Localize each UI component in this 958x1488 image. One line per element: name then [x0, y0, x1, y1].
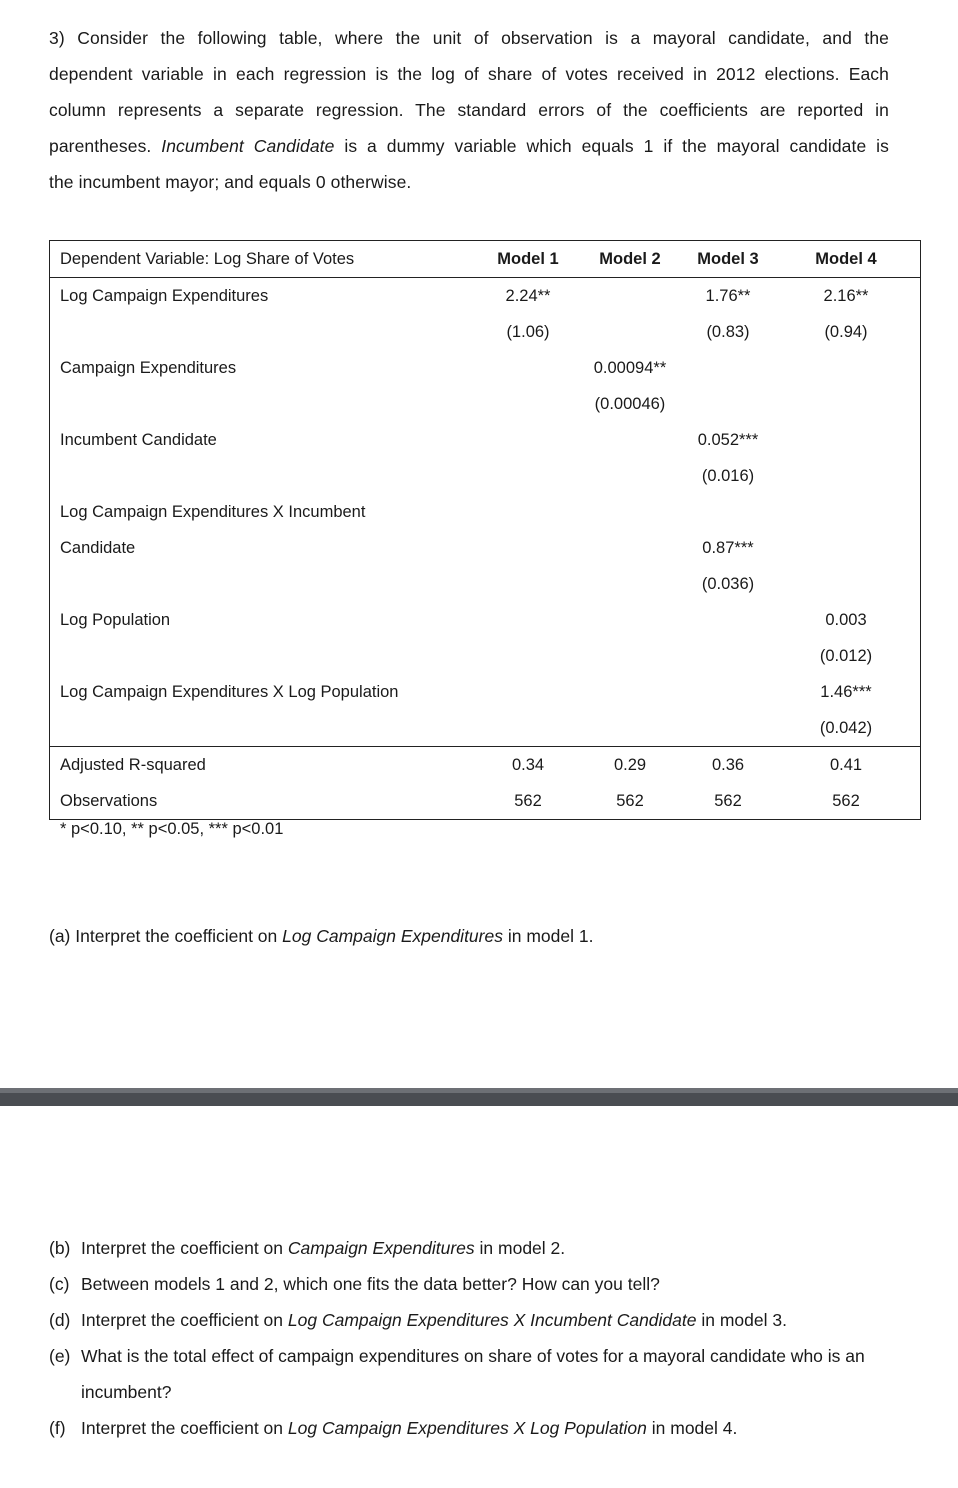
question-a [49, 926, 593, 947]
table-cell [772, 458, 921, 494]
intro-line [49, 128, 889, 164]
table-cell [772, 422, 921, 458]
row-label [50, 458, 481, 494]
question-italic-term: Log Campaign Expenditures X Log Population [287, 1418, 647, 1438]
question-text-part: What is the total effect of campaign expenditures on share of votes for a mayoral candidate who is an incumbent? [81, 1346, 865, 1402]
table-cell: (0.036) [701, 574, 755, 593]
page-divider [0, 1088, 958, 1106]
table-cell: 2.16** [823, 286, 869, 305]
table-cell: 0.052*** [697, 430, 759, 449]
table-cell: (0.042) [819, 718, 873, 737]
statistics-rows [50, 747, 921, 820]
question-label: (e) [49, 1346, 71, 1366]
table-cell: 562 [514, 791, 542, 810]
table-row [50, 674, 921, 710]
table-cell: 562 [616, 791, 644, 810]
question-text-part: in model 3. [696, 1310, 787, 1330]
regression-table [49, 240, 921, 820]
table-cell [480, 350, 576, 386]
table-cell [480, 638, 576, 674]
significance-note: * p<0.10, ** p<0.05, *** p<0.01 [60, 820, 284, 838]
table-row [50, 458, 921, 494]
table-cell [576, 530, 684, 566]
table-cell: (0.83) [706, 322, 750, 341]
question-label: (f) [49, 1418, 66, 1438]
table-cell: (0.00046) [594, 394, 666, 413]
table-cell: 562 [714, 791, 742, 810]
table-cell [684, 638, 772, 674]
question-text: in model 1. [502, 926, 594, 946]
table-cell [772, 566, 921, 602]
row-label: Candidate [60, 538, 136, 557]
question-item [49, 1266, 939, 1302]
coefficient-rows [50, 278, 921, 747]
question-item [49, 1410, 939, 1446]
table-cell [480, 458, 576, 494]
table-row [50, 602, 921, 638]
table-cell [772, 350, 921, 386]
intro-line: column represents a separate regression. The standard errors of the coefficients are reported in [49, 100, 889, 120]
row-label: Campaign Expenditures [60, 358, 237, 377]
table-row [50, 747, 921, 784]
table-header-row [50, 241, 921, 278]
row-label: Log Campaign Expenditures [60, 286, 269, 305]
question-text-part: Interpret the coefficient on [81, 1310, 288, 1330]
table-cell [684, 494, 772, 530]
table-row [50, 710, 921, 747]
table-cell: (1.06) [506, 322, 550, 341]
row-label [50, 638, 481, 674]
model-header: Model 1 [480, 241, 576, 278]
question-list [49, 1230, 939, 1446]
question-text-part: Interpret the coefficient on [81, 1238, 288, 1258]
question-text-part: in model 2. [474, 1238, 566, 1258]
table-cell [480, 710, 576, 747]
table-cell: 1.46*** [820, 682, 872, 701]
table-cell [576, 566, 684, 602]
row-label: Log Campaign Expenditures X Incumbent [60, 502, 366, 521]
question-italic-term: Log Campaign Expenditures [282, 926, 503, 946]
intro-text: parentheses. [49, 136, 162, 156]
table-cell: 1.76** [705, 286, 751, 305]
row-label [50, 710, 481, 747]
table-cell [480, 494, 576, 530]
question-item [49, 1302, 939, 1338]
row-label [50, 566, 481, 602]
question-text [81, 1302, 939, 1338]
table-cell [576, 638, 684, 674]
table-row [50, 566, 921, 602]
table-cell [480, 530, 576, 566]
table-cell: 0.36 [684, 747, 772, 784]
table-cell [684, 386, 772, 422]
table-row [50, 422, 921, 458]
intro-paragraph [49, 20, 889, 200]
table-row [50, 350, 921, 386]
question-text [81, 1410, 939, 1446]
table-row [50, 494, 921, 530]
row-label: Adjusted R-squared [50, 747, 481, 784]
table-row [50, 278, 921, 315]
row-label: Log Campaign Expenditures X Log Population [60, 682, 399, 701]
dependent-variable-header: Dependent Variable: Log Share of Votes [50, 241, 481, 278]
row-label [50, 314, 481, 350]
question-italic-term: Log Campaign Expenditures X Incumbent Candidate [287, 1310, 697, 1330]
table-cell [576, 602, 684, 638]
table-row [50, 638, 921, 674]
table-cell [480, 602, 576, 638]
question-text-part: Between models 1 and 2, which one fits the data better? How can you tell? [81, 1274, 660, 1294]
question-text [81, 1230, 939, 1266]
table-cell: 0.29 [576, 747, 684, 784]
table-cell [480, 674, 576, 710]
table-cell: 0.87*** [702, 538, 754, 557]
table-cell [576, 458, 684, 494]
question-text-part: Interpret the coefficient on [81, 1418, 288, 1438]
table-row [50, 386, 921, 422]
question-label: (b) [49, 1238, 71, 1258]
table-cell [576, 314, 684, 350]
row-label: Observations [60, 791, 158, 810]
table-cell: (0.012) [819, 646, 873, 665]
intro-italic-term: Incumbent Candidate [161, 136, 335, 156]
table-cell [772, 386, 921, 422]
divider-highlight [0, 1088, 958, 1093]
table-cell [684, 674, 772, 710]
table-cell [684, 710, 772, 747]
table-cell [576, 674, 684, 710]
intro-line: 3) Consider the following table, where the unit of observation is a mayoral candidate, and the [49, 28, 889, 48]
table-cell: 0.41 [772, 747, 921, 784]
table-cell: (0.94) [824, 322, 868, 341]
question-text-part: in model 4. [646, 1418, 738, 1438]
question-label: (d) [49, 1310, 71, 1330]
intro-line: the incumbent mayor; and equals 0 otherwise. [49, 172, 412, 192]
table-cell: 562 [832, 791, 860, 810]
table-cell [772, 530, 921, 566]
table-cell [480, 386, 576, 422]
table-cell [772, 494, 921, 530]
question-item [49, 1230, 939, 1266]
question-item [49, 1338, 939, 1410]
table-cell [576, 710, 684, 747]
model-header: Model 2 [576, 241, 684, 278]
row-label: Log Population [60, 610, 171, 629]
table-cell: 2.24** [505, 286, 551, 305]
model-header: Model 4 [772, 241, 921, 278]
table-cell [576, 422, 684, 458]
model-header: Model 3 [684, 241, 772, 278]
question-label: (c) [49, 1274, 70, 1294]
table-row [50, 314, 921, 350]
table-cell: 0.00094** [593, 358, 667, 377]
table-row [50, 530, 921, 566]
question-text [81, 1338, 939, 1410]
question-text [81, 1266, 939, 1302]
table-cell [480, 422, 576, 458]
intro-text: is a dummy variable which equals 1 if the mayoral candidate is [334, 136, 889, 156]
intro-line: dependent variable in each regression is the log of share of votes received in 2012 elections. Each [49, 64, 889, 84]
question-italic-term: Campaign Expenditures [287, 1238, 475, 1258]
table-cell: 0.34 [480, 747, 576, 784]
table-cell: (0.016) [701, 466, 755, 485]
table-cell [480, 566, 576, 602]
table-cell [576, 494, 684, 530]
table-cell [684, 350, 772, 386]
table-cell: 0.003 [825, 610, 867, 629]
table-cell [684, 602, 772, 638]
row-label: Incumbent Candidate [60, 430, 217, 449]
table-cell [576, 278, 684, 315]
table-row [50, 783, 921, 820]
row-label [50, 386, 481, 422]
question-text: (a) Interpret the coefficient on [49, 926, 283, 946]
